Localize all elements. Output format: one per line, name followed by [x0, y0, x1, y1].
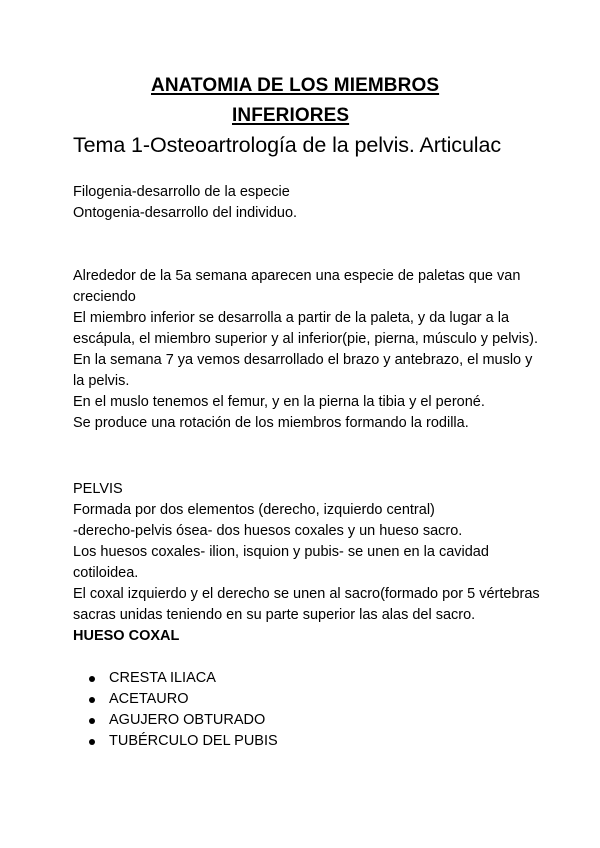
development-line: En la semana 7 ya vemos desarrollado el brazo y antebrazo, el muslo y la pelvis. [73, 352, 533, 389]
development-line: En el muslo tenemos el femur, y en la pierna la tibia y el peroné. [73, 394, 485, 410]
pelvis-line: -derecho-pelvis ósea- dos huesos coxales y un hueso sacro. [73, 523, 463, 539]
list-item-label: ACETAURO [109, 691, 189, 707]
coxal-list [73, 668, 278, 752]
topic-heading: Tema 1-Osteoartrología de la pelvis. Articulac [73, 133, 501, 157]
bullet-icon [89, 697, 95, 703]
list-item [73, 731, 278, 752]
development-line: El miembro inferior se desarrolla a partir de la paleta, y da lugar a la escápula, el miembro superior y al inferior(pie, pierna, músculo y pelvis). [73, 310, 538, 347]
list-item-label: CRESTA ILIACA [109, 670, 216, 686]
list-item [73, 689, 278, 710]
list-item-label: AGUJERO OBTURADO [109, 712, 266, 728]
pelvis-line: Formada por dos elementos (derecho, izquierdo central) [73, 502, 435, 518]
intro-line: Filogenia-desarrollo de la especie [73, 184, 290, 200]
pelvis-section [73, 479, 543, 647]
intro-line: Ontogenia-desarrollo del individuo. [73, 205, 298, 221]
list-item [73, 668, 278, 689]
pelvis-heading: PELVIS [73, 481, 123, 497]
pelvis-line: Los huesos coxales- ilion, isquion y pubis- se unen en la cavidad cotiloidea. [73, 544, 489, 581]
list-item [73, 710, 278, 731]
document-title-line-2: INFERIORES [232, 105, 350, 126]
document-title-line-1: ANATOMIA DE LOS MIEMBROS [151, 75, 440, 96]
coxal-heading: HUESO COXAL [73, 628, 180, 644]
development-paragraph [73, 266, 543, 434]
list-item-label: TUBÉRCULO DEL PUBIS [109, 733, 278, 749]
development-line: Se produce una rotación de los miembros formando la rodilla. [73, 415, 469, 431]
bullet-icon [89, 676, 95, 682]
intro-paragraph [73, 182, 543, 224]
pelvis-line: El coxal izquierdo y el derecho se unen al sacro(formado por 5 vértebras sacras unidas teniendo en su parte superior las alas del sacro. [73, 586, 540, 623]
development-line: Alrededor de la 5a semana aparecen una especie de paletas que van creciendo [73, 268, 521, 305]
bullet-icon [89, 739, 95, 745]
bullet-icon [89, 718, 95, 724]
